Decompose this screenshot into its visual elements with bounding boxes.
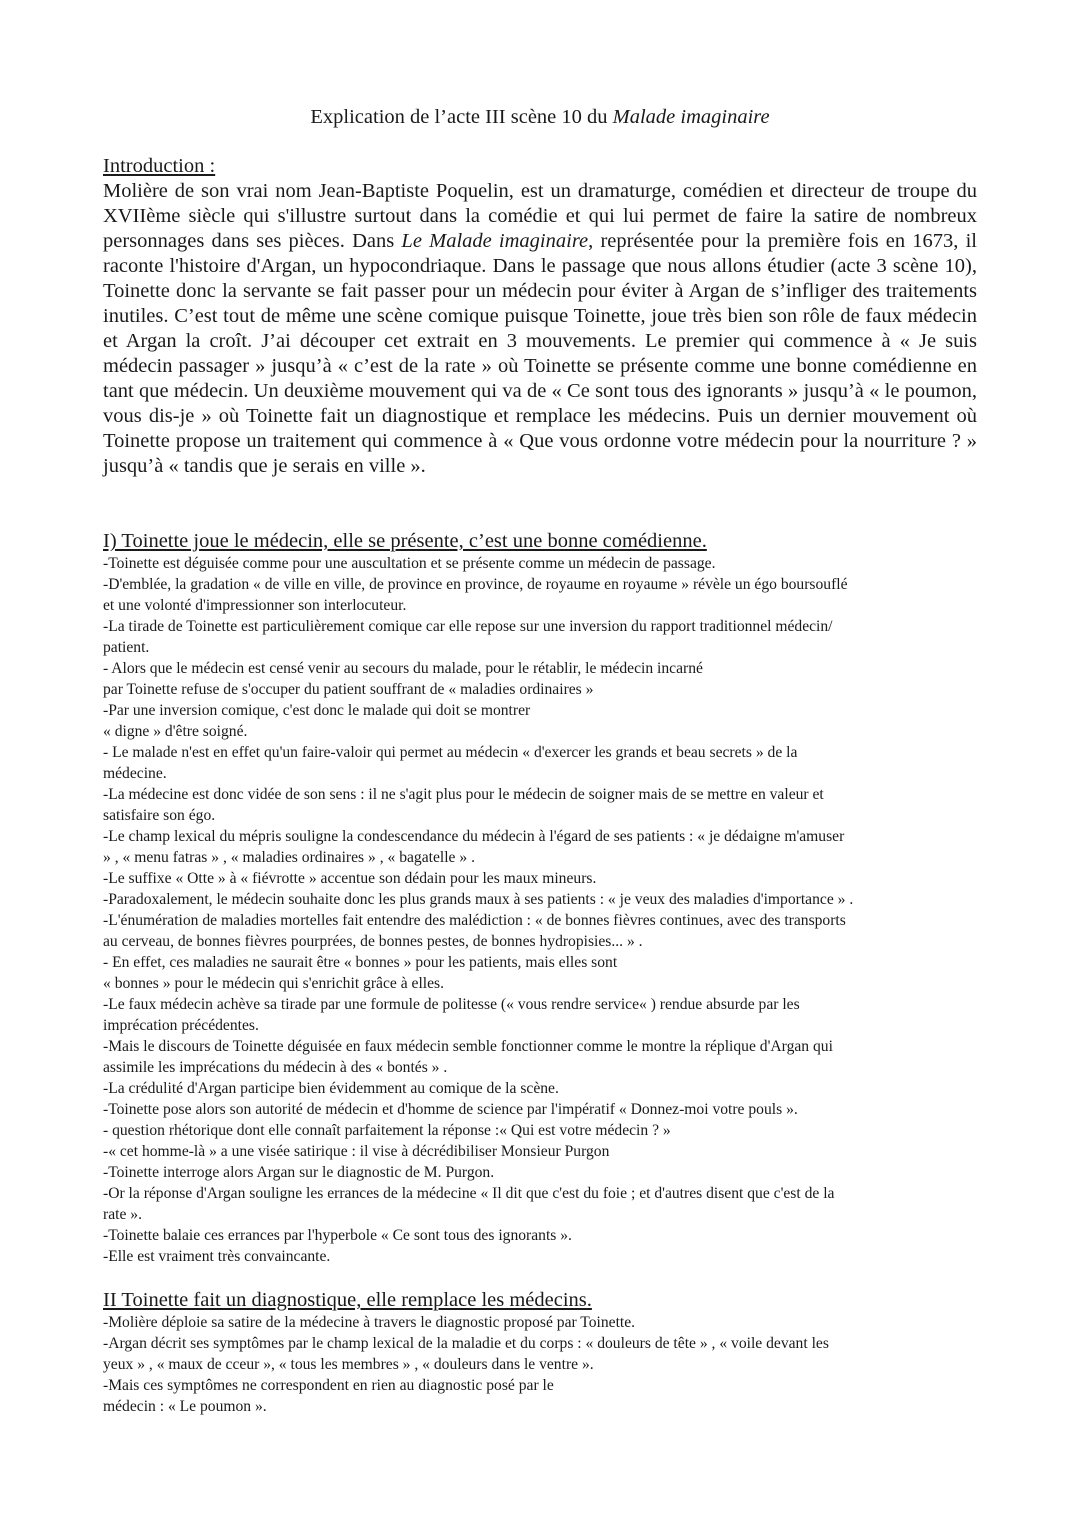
section-2-heading: II Toinette fait un diagnostique, elle remplace les médecins. <box>103 1289 592 1311</box>
introduction-text-part1: Molière de son vrai nom Jean-Baptiste Poquelin, est un dramaturge, comédien et directeur de troupe du XVIIème siècle qui s'illustre surtout dans la comédie et qui lui permet de faire la satire de nombreux personnages dans ses pièces. Dans <box>103 180 977 252</box>
introduction-work-title: Le Malade imaginaire <box>401 230 589 252</box>
introduction-text-part2: , représentée pour la première fois en 1673, il raconte l'histoire d'Argan, un hypocondriaque. Dans le passage que nous allons étudier (acte 3 scène 10), Toinette donc la servante se fait passer pour un médecin pour éviter à Argan de s’infliger des traitements inutiles. C’est tout de même une scène comique puisque Toinette, joue très bien son rôle de faux médecin et Argan la croît. J’ai découper cet extrait en 3 mouvements. Le premier qui commence à « Je suis médecin passager » jusqu’à « c’est de la rate » où Toinette se présente comme une bonne comédienne en tant que médecin. Un deuxième mouvement qui va de « Ce sont tous des ignorants » jusqu’à « le poumon, vous dis-je » où Toinette fait un diagnostique et remplace les médecins. Puis un dernier mouvement où Toinette propose un traitement qui commence à « Que vous ordonne votre médecin pour la nourriture ? » jusqu’à « tandis que je serais en ville ». <box>103 230 978 477</box>
section-2 <box>103 1288 983 1417</box>
introduction-heading: Introduction : <box>103 155 216 177</box>
section-1-body: -Toinette est déguisée comme pour une auscultation et se présente comme un médecin de passage. -D'emblée, la gradation « de ville en ville, de province en province, de royaume en royaume » révèle un égo boursouflé et une volonté d'impressionner son interlocuteur. -La tirade de Toinette est particulièrement comique car elle repose sur une inversion du rapport traditionnel médecin/ patient. - Alors que le médecin est censé venir au secours du malade, pour le rétablir, le médecin incarné par Toinette refuse de s'occuper du patient souffrant de « maladies ordinaires » -Par une inversion comique, c'est donc le malade qui doit se montrer « digne » d'être soigné. - Le malade n'est en effet qu'un faire-valoir qui permet au médecin « d'exercer les grands et beau secrets » de la médecine. -La médecine est donc vidée de son sens : il ne s'agit plus pour le médecin de soigner mais de se mettre en valeur et satisfaire son égo. -Le champ lexical du mépris souligne la condescendance du médecin à l'égard de ses patients : « je dédaigne m'amuser » , « menu fatras » , « maladies ordinaires » , « bagatelle » . -Le suffixe « Otte » à « fiévrotte » accentue son dédain pour les maux mineurs. -Paradoxalement, le médecin souhaite donc les plus grands maux à ses patients : « je veux des maladies d'importance » . -L'énumération de maladies mortelles fait entendre des malédiction : « de bonnes fièvres continues, avec des transports au cerveau, de bonnes fièvres pourprées, de bonnes pestes, de bonnes hydropisies... » . - En effet, ces maladies ne saurait être « bonnes » pour les patients, mais elles sont « bonnes » pour le médecin qui s'enrichit grâce à elles. -Le faux médecin achève sa tirade par une formule de politesse (« vous rendre service« ) rendue absurde par les imprécation précédentes. -Mais le discours de Toinette déguisée en faux médecin semble fonctionner comme le montre la réplique d'Argan qui assimile les imprécations du médecin à des « bontés » . -La crédulité d'Argan participe bien évidemment au comique de la scène. -Toinette pose alors son autorité de médecin et d'homme de science par l'impératif « Donnez-moi votre pouls ». - question rhétorique dont elle connaît parfaitement la réponse :« Qui est votre médecin ? » -« cet homme-là » a une visée satirique : il vise à décrédibiliser Monsieur Purgon -Toinette interroge alors Argan sur le diagnostic de M. Purgon. -Or la réponse d'Argan souligne les errances de la médecine « Il dit que c'est du foie ; et d'autres disent que c'est de la rate ». -Toinette balaie ces errances par l'hyperbole « Ce sont tous des ignorants ». -Elle est vraiment très convaincante. <box>103 555 854 1265</box>
introduction-section <box>103 154 977 479</box>
title-prefix: Explication de l’acte III scène 10 du <box>310 106 613 128</box>
section-1 <box>103 529 983 1267</box>
section-2-body: -Molière déploie sa satire de la médecine à travers le diagnostic proposé par Toinette. -Argan décrit ses symptômes par le champ lexical de la maladie et du corps : « douleurs de tête » , « voile devant les yeux » , « maux de cceur », « tous les membres » , « douleurs dans le ventre ». -Mais ces symptômes ne correspondent en rien au diagnostic posé par le médecin : « Le poumon ». <box>103 1314 829 1415</box>
title-work: Malade imaginaire <box>612 106 770 128</box>
section-1-heading: I) Toinette joue le médecin, elle se présente, c’est une bonne comédienne. <box>103 530 707 552</box>
introduction-paragraph <box>103 179 977 479</box>
document-title <box>0 104 1080 130</box>
